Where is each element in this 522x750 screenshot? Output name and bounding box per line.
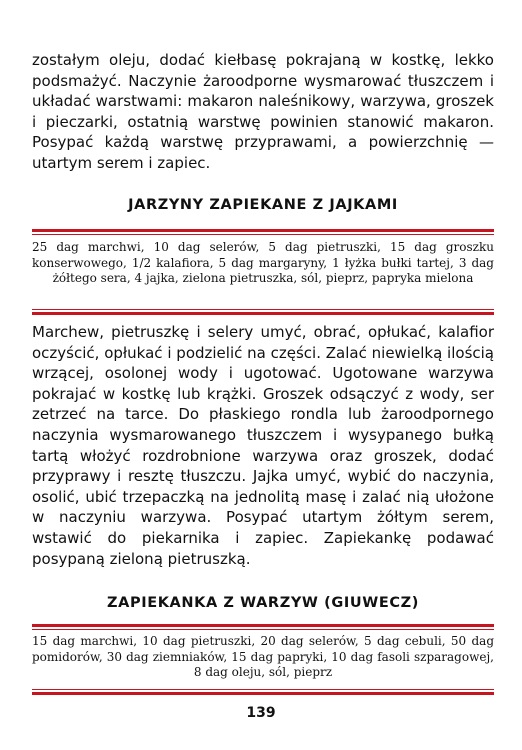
ingredients-top-rule-thin-2	[32, 629, 494, 630]
ingredients-bottom-rule-thin	[32, 309, 494, 310]
ingredients-bottom-rule	[32, 312, 494, 315]
ingredients-bottom-rule-2	[32, 692, 494, 695]
page-number: 139	[246, 705, 276, 721]
ingredients-top-rule	[32, 229, 494, 232]
ingredients-top-rule-thin	[32, 234, 494, 235]
ingredients-bottom-rule-thin-2	[32, 689, 494, 690]
recipe-title-giuwecz: ZAPIEKANKA Z WARZYW (GIUWECZ)	[107, 595, 419, 611]
ingredients-list-giuwecz: 15 dag marchwi, 10 dag pietruszki, 20 dag selerów, 5 dag cebuli, 50 dag pomidorów, 30 dag ziemniaków, 15 dag papryki, 10 dag fasoli szparagowej, 8 dag oleju, sól, pieprz	[32, 634, 494, 679]
ingredients-top-rule-2	[32, 624, 494, 627]
recipe-title-jarzyny: JARZYNY ZAPIEKANE Z JAJKAMI	[128, 197, 398, 213]
ingredients-list-jarzyny: 25 dag marchwi, 10 dag selerów, 5 dag pietruszki, 15 dag groszku konserwowego, 1/2 kalafiora, 5 dag margaryny, 1 łyżka bułki tartej, 3 dag żółtego sera, 4 jajka, zielona pietruszka, sól, pieprz, papryka mielona	[32, 240, 494, 285]
recipe-method-jarzyny: Marchew, pietruszkę i selery umyć, obrać, opłukać, kalafior oczyścić, opłukać i podzielić na części. Zalać niewielką ilością wrzącej, osolonej wody i ugotować. Ugotowane warzywa pokrajać w kostkę lub krążki. Groszek odsączyć z wody, ser zetrzeć na tarce. Do płaskiego rondla lub żaroodpornego naczynia wysmarowanego tłuszczem i wysypanego bułką tartą włożyć rozdrobnione warzywa oraz groszek, dodać przyprawy i resztę tłuszczu. Jajka umyć, wybić do naczynia, osolić, ubić trzepaczką na jednolitą masę i zalać nią ułożone w naczyniu warzywa. Posypać utartym żółtym serem, wstawić do piekarnika i zapiec. Zapiekankę podawać posypaną zieloną pietruszką.	[32, 323, 494, 568]
continued-recipe-text: zostałym oleju, dodać kiełbasę pokrajaną w kostkę, lekko podsmażyć. Naczynie żaroodporne wysmarować tłuszczem i układać warstwami: makaron naleśnikowy, warzywa, groszek i pieczarki, ostatnią warstwę powinien stanowić makaron. Posypać każdą warstwę przyprawami, a powierzchnię — utartym serem i zapiec.	[32, 51, 494, 172]
